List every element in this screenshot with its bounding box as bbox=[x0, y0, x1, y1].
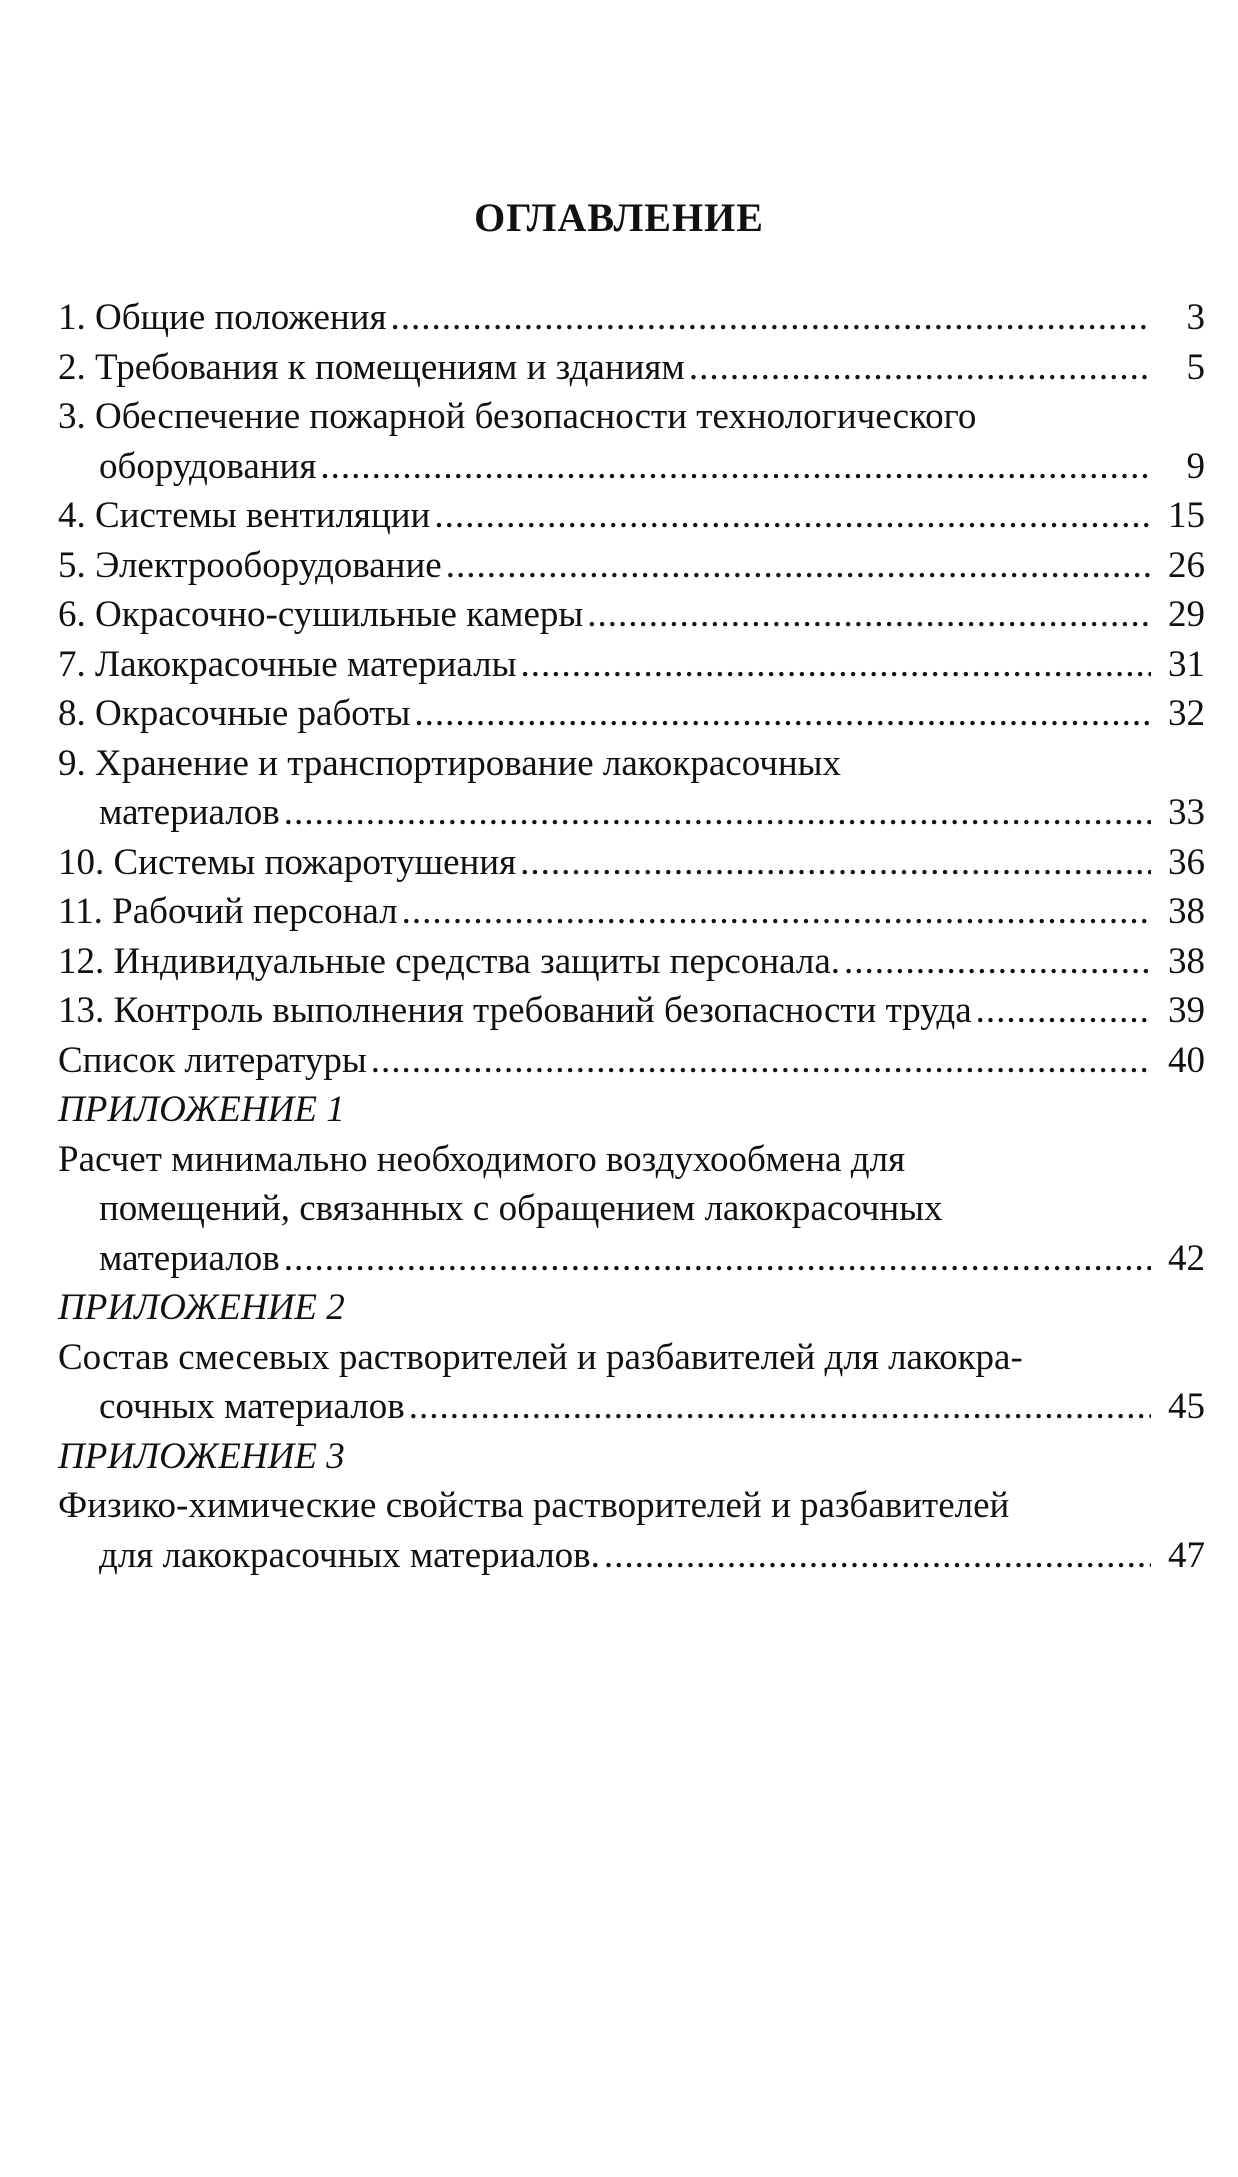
toc-page-number: 3 bbox=[1186, 297, 1205, 338]
toc-entry-text: 10. Системы пожаротушения bbox=[58, 841, 517, 883]
dot-leader bbox=[976, 986, 1151, 1036]
dot-leader bbox=[446, 541, 1151, 591]
dot-leader bbox=[689, 343, 1151, 393]
toc-entry-3-line1[interactable] bbox=[58, 392, 1205, 442]
appendix-3-line1[interactable] bbox=[58, 1481, 1205, 1531]
toc-entry-continuation: материалов bbox=[99, 1237, 280, 1279]
toc-entry-continuation: материалов bbox=[99, 792, 280, 833]
dot-leader bbox=[587, 590, 1151, 640]
toc-entry-continuation: оборудования bbox=[99, 445, 317, 487]
appendix-1-line3[interactable] bbox=[58, 1234, 1205, 1284]
dot-leader bbox=[434, 491, 1151, 541]
toc-page-number: 42 bbox=[1168, 1237, 1205, 1279]
toc-entry-text: 8. Окрасочные работы bbox=[58, 693, 411, 734]
toc-page-number: 40 bbox=[1168, 1039, 1205, 1081]
toc-entry-text: 12. Индивидуальные средства защиты персонала. bbox=[58, 940, 841, 982]
toc-entry-10[interactable] bbox=[58, 838, 1205, 888]
dot-leader bbox=[521, 640, 1151, 690]
appendix-2-heading: ПРИЛОЖЕНИЕ 2 bbox=[58, 1287, 345, 1328]
dot-leader bbox=[844, 937, 1151, 987]
appendix-1-line1[interactable] bbox=[58, 1135, 1205, 1185]
appendix-2-line1[interactable] bbox=[58, 1333, 1205, 1383]
table-of-contents bbox=[58, 293, 1205, 1580]
toc-entry-9-line2[interactable] bbox=[58, 788, 1205, 838]
toc-entry-text: Физико-химические свойства растворителей и разбавителей bbox=[58, 1485, 1010, 1526]
dot-leader bbox=[390, 293, 1151, 343]
toc-entry-11[interactable] bbox=[58, 887, 1205, 937]
dot-leader bbox=[414, 689, 1151, 739]
dot-leader bbox=[371, 1036, 1151, 1086]
toc-entry-text: Список литературы bbox=[58, 1039, 367, 1081]
dot-leader bbox=[284, 788, 1151, 838]
toc-entry-text: Расчет минимально необходимого воздухообмена для bbox=[58, 1138, 906, 1180]
toc-entry-text: 4. Системы вентиляции bbox=[58, 495, 431, 536]
toc-entry-bibliography[interactable] bbox=[58, 1036, 1205, 1086]
dot-leader bbox=[520, 838, 1151, 888]
toc-page-number: 45 bbox=[1168, 1386, 1205, 1427]
toc-page-number: 36 bbox=[1168, 841, 1205, 883]
toc-entry-2[interactable] bbox=[58, 343, 1205, 393]
appendix-2-line2[interactable] bbox=[58, 1382, 1205, 1432]
appendix-1-line2[interactable] bbox=[58, 1184, 1205, 1234]
toc-entry-text: 5. Электрооборудование bbox=[58, 544, 442, 586]
appendix-3-line2[interactable] bbox=[58, 1531, 1205, 1581]
toc-entry-3-line2[interactable] bbox=[58, 442, 1205, 492]
toc-entry-text: 2. Требования к помещениям и зданиям bbox=[58, 346, 685, 388]
toc-page-number: 26 bbox=[1168, 544, 1205, 586]
toc-entry-4[interactable] bbox=[58, 491, 1205, 541]
toc-page-number: 31 bbox=[1168, 643, 1205, 685]
toc-entry-text: 13. Контроль выполнения требований безопасности труда bbox=[58, 990, 972, 1031]
toc-page-number: 29 bbox=[1168, 594, 1205, 635]
toc-entry-text: 7. Лакокрасочные материалы bbox=[58, 643, 517, 685]
dot-leader bbox=[320, 442, 1151, 492]
toc-entry-continuation: помещений, связанных с обращением лакокрасочных bbox=[99, 1188, 943, 1229]
toc-entry-13[interactable] bbox=[58, 986, 1205, 1036]
toc-entry-12[interactable] bbox=[58, 937, 1205, 987]
toc-page-number: 38 bbox=[1168, 891, 1205, 932]
toc-entry-8[interactable] bbox=[58, 689, 1205, 739]
toc-entry-text: 11. Рабочий персонал bbox=[58, 891, 398, 932]
page-title: ОГЛАВЛЕНИЕ bbox=[474, 195, 764, 240]
toc-page-number: 5 bbox=[1186, 346, 1205, 388]
toc-entry-6[interactable] bbox=[58, 590, 1205, 640]
toc-page-number: 15 bbox=[1168, 495, 1205, 536]
toc-page-number: 32 bbox=[1168, 693, 1205, 734]
dot-leader bbox=[604, 1531, 1151, 1581]
toc-entry-text: 3. Обеспечение пожарной безопасности технологического bbox=[58, 396, 977, 437]
toc-entry-text: 6. Окрасочно-сушильные камеры bbox=[58, 594, 584, 635]
toc-entry-continuation: сочных материалов bbox=[99, 1386, 405, 1427]
toc-entry-text: 9. Хранение и транспортирование лакокрасочных bbox=[58, 742, 842, 784]
toc-entry-1[interactable] bbox=[58, 293, 1205, 343]
toc-entry-7[interactable] bbox=[58, 640, 1205, 690]
toc-entry-9-line1[interactable] bbox=[58, 739, 1205, 789]
dot-leader bbox=[284, 1234, 1151, 1284]
appendix-3-heading: ПРИЛОЖЕНИЕ 3 bbox=[58, 1435, 345, 1477]
toc-entry-text: 1. Общие положения bbox=[58, 297, 387, 338]
toc-page-number: 39 bbox=[1168, 990, 1205, 1031]
toc-entry-text: Состав смесевых растворителей и разбавителей для лакокра- bbox=[58, 1336, 1023, 1378]
toc-entry-5[interactable] bbox=[58, 541, 1205, 591]
toc-page-number: 9 bbox=[1186, 445, 1205, 487]
toc-page-number: 47 bbox=[1168, 1534, 1205, 1576]
toc-entry-continuation: для лакокрасочных материалов. bbox=[99, 1534, 600, 1576]
dot-leader bbox=[409, 1382, 1151, 1432]
appendix-1-heading: ПРИЛОЖЕНИЕ 1 bbox=[58, 1089, 345, 1130]
toc-page-number: 38 bbox=[1168, 940, 1205, 982]
toc-page-number: 33 bbox=[1168, 792, 1205, 833]
dot-leader bbox=[402, 887, 1151, 937]
